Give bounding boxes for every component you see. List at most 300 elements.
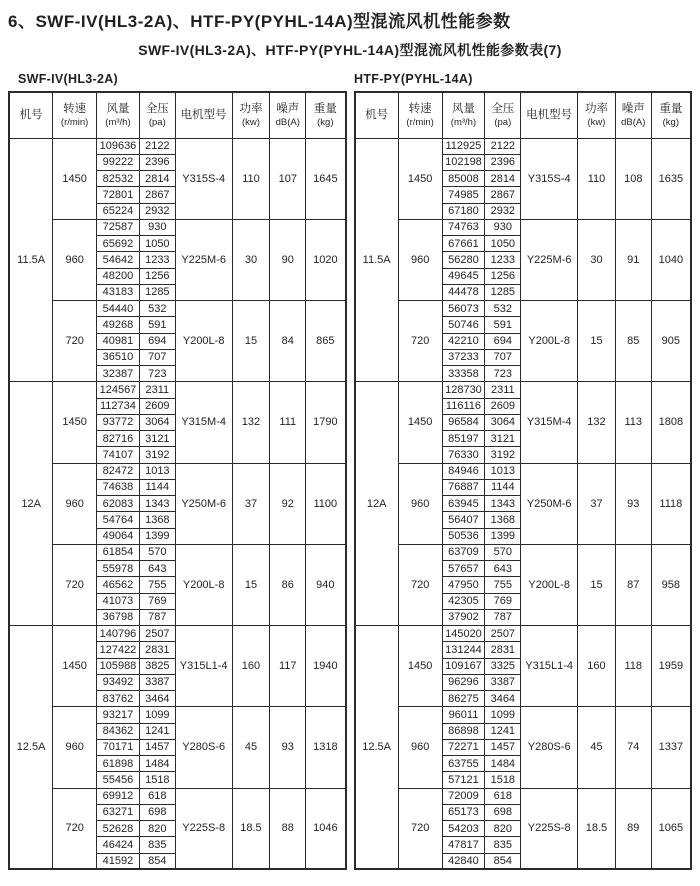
power-cell: 15 — [578, 544, 616, 625]
pressure-cell: 1285 — [485, 284, 521, 300]
weight-cell: 1337 — [651, 707, 691, 788]
pressure-cell: 3825 — [139, 658, 175, 674]
flow-cell: 55456 — [97, 772, 140, 788]
pressure-cell: 769 — [485, 593, 521, 609]
power-cell: 18.5 — [232, 788, 270, 869]
pressure-cell: 1013 — [485, 463, 521, 479]
flow-cell: 52628 — [97, 821, 140, 837]
weight-cell: 865 — [306, 301, 346, 382]
flow-cell: 74107 — [97, 447, 140, 463]
flow-cell: 65692 — [97, 236, 140, 252]
pressure-cell: 930 — [139, 219, 175, 235]
flow-cell: 128730 — [442, 382, 485, 398]
weight-cell: 1046 — [306, 788, 346, 869]
power-cell: 160 — [232, 626, 270, 707]
pressure-cell: 1484 — [139, 756, 175, 772]
pressure-cell: 570 — [485, 544, 521, 560]
power-cell: 15 — [232, 301, 270, 382]
pressure-cell: 3064 — [139, 414, 175, 430]
pressure-cell: 2867 — [485, 187, 521, 203]
weight-cell: 1100 — [306, 463, 346, 544]
col-header-speed: 转速 (r/min) — [53, 92, 97, 138]
table-row — [9, 707, 346, 723]
motor-cell: Y315M-4 — [521, 382, 578, 463]
flow-cell: 50746 — [442, 317, 485, 333]
col-header-flow: 风量 (m³/h) — [442, 92, 485, 138]
flow-cell: 93492 — [97, 674, 140, 690]
motor-cell: Y200L-8 — [521, 301, 578, 382]
pressure-cell: 1241 — [139, 723, 175, 739]
flow-cell: 72009 — [442, 788, 485, 804]
pressure-cell: 2932 — [485, 203, 521, 219]
machine-cell: 11.5A — [355, 138, 399, 382]
weight-cell: 1040 — [651, 219, 691, 300]
flow-cell: 72801 — [97, 187, 140, 203]
page-subtitle: SWF-IV(HL3-2A)、HTF-PY(PYHL-14A)型混流风机性能参数表(7) — [138, 42, 562, 58]
power-cell: 30 — [578, 219, 616, 300]
flow-cell: 42840 — [442, 853, 485, 869]
power-cell: 45 — [232, 707, 270, 788]
col-header-motor: 电机型号 — [521, 92, 578, 138]
pressure-cell: 618 — [485, 788, 521, 804]
flow-cell: 46562 — [97, 577, 140, 593]
speed-cell: 960 — [53, 463, 97, 544]
motor-cell: Y250M-6 — [521, 463, 578, 544]
speed-cell: 720 — [53, 301, 97, 382]
noise-cell: 87 — [615, 544, 651, 625]
flow-cell: 42305 — [442, 593, 485, 609]
noise-cell: 89 — [615, 788, 651, 869]
flow-cell: 85197 — [442, 431, 485, 447]
document-page — [0, 7, 700, 870]
speed-cell: 1450 — [398, 626, 442, 707]
flow-cell: 54764 — [97, 512, 140, 528]
pressure-cell: 3192 — [139, 447, 175, 463]
pressure-cell: 2311 — [139, 382, 175, 398]
table-row — [355, 788, 692, 804]
pressure-cell: 820 — [485, 821, 521, 837]
motor-cell: Y280S-6 — [175, 707, 232, 788]
pressure-cell: 3387 — [139, 674, 175, 690]
flow-cell: 145020 — [442, 626, 485, 642]
pressure-cell: 707 — [485, 349, 521, 365]
weight-cell: 1959 — [651, 626, 691, 707]
machine-cell: 12.5A — [9, 626, 53, 870]
flow-cell: 109167 — [442, 658, 485, 674]
pressure-cell: 1484 — [485, 756, 521, 772]
speed-cell: 1450 — [398, 138, 442, 219]
noise-cell: 84 — [270, 301, 306, 382]
flow-cell: 140796 — [97, 626, 140, 642]
noise-cell: 107 — [270, 138, 306, 219]
pressure-cell: 2831 — [485, 642, 521, 658]
weight-cell: 1635 — [651, 138, 691, 219]
flow-cell: 54642 — [97, 252, 140, 268]
table-row — [355, 219, 692, 235]
machine-cell: 12A — [9, 382, 53, 626]
flow-cell: 55978 — [97, 561, 140, 577]
pressure-cell: 854 — [485, 853, 521, 869]
table-row — [9, 219, 346, 235]
pressure-cell: 820 — [139, 821, 175, 837]
weight-cell: 1645 — [306, 138, 346, 219]
weight-cell: 1020 — [306, 219, 346, 300]
left-performance-table — [8, 91, 347, 870]
flow-cell: 72271 — [442, 739, 485, 755]
pressure-cell: 835 — [139, 837, 175, 853]
power-cell: 18.5 — [578, 788, 616, 869]
col-header-weight: 重量 (kg) — [651, 92, 691, 138]
motor-cell: Y200L-8 — [521, 544, 578, 625]
flow-cell: 49268 — [97, 317, 140, 333]
speed-cell: 1450 — [398, 382, 442, 463]
flow-cell: 63755 — [442, 756, 485, 772]
pressure-cell: 769 — [139, 593, 175, 609]
motor-cell: Y200L-8 — [175, 301, 232, 382]
flow-cell: 102198 — [442, 154, 485, 170]
right-performance-table — [354, 91, 693, 870]
pressure-cell: 532 — [485, 301, 521, 317]
flow-cell: 86275 — [442, 691, 485, 707]
pressure-cell: 3064 — [485, 414, 521, 430]
flow-cell: 99222 — [97, 154, 140, 170]
pressure-cell: 2122 — [485, 138, 521, 154]
power-cell: 110 — [232, 138, 270, 219]
pressure-cell: 1233 — [139, 252, 175, 268]
col-header-pressure: 全压 (pa) — [139, 92, 175, 138]
pressure-cell: 3121 — [485, 431, 521, 447]
flow-cell: 56073 — [442, 301, 485, 317]
speed-cell: 1450 — [53, 626, 97, 707]
pressure-cell: 618 — [139, 788, 175, 804]
flow-cell: 56280 — [442, 252, 485, 268]
flow-cell: 41073 — [97, 593, 140, 609]
noise-cell: 74 — [615, 707, 651, 788]
flow-cell: 50536 — [442, 528, 485, 544]
left-table-label: SWF-IV(HL3-2A) — [18, 72, 119, 86]
pressure-cell: 591 — [485, 317, 521, 333]
flow-cell: 67661 — [442, 236, 485, 252]
pressure-cell: 570 — [139, 544, 175, 560]
pressure-cell: 723 — [485, 366, 521, 382]
flow-cell: 36798 — [97, 609, 140, 625]
pressure-cell: 1144 — [485, 479, 521, 495]
pressure-cell: 3192 — [485, 447, 521, 463]
flow-cell: 65224 — [97, 203, 140, 219]
flow-cell: 36510 — [97, 349, 140, 365]
pressure-cell: 1518 — [139, 772, 175, 788]
motor-cell: Y200L-8 — [175, 544, 232, 625]
flow-cell: 85008 — [442, 171, 485, 187]
pressure-cell: 1368 — [485, 512, 521, 528]
speed-cell: 960 — [53, 707, 97, 788]
col-header-motor: 电机型号 — [175, 92, 232, 138]
flow-cell: 63945 — [442, 496, 485, 512]
speed-cell: 1450 — [53, 138, 97, 219]
pressure-cell: 2609 — [485, 398, 521, 414]
flow-cell: 84946 — [442, 463, 485, 479]
pressure-cell: 643 — [485, 561, 521, 577]
table-row — [355, 544, 692, 560]
pressure-cell: 2831 — [139, 642, 175, 658]
flow-cell: 82532 — [97, 171, 140, 187]
flow-cell: 105988 — [97, 658, 140, 674]
flow-cell: 48200 — [97, 268, 140, 284]
tables-container — [0, 91, 700, 870]
pressure-cell: 755 — [485, 577, 521, 593]
motor-cell: Y225M-6 — [521, 219, 578, 300]
flow-cell: 93772 — [97, 414, 140, 430]
speed-cell: 960 — [53, 219, 97, 300]
noise-cell: 108 — [615, 138, 651, 219]
weight-cell: 1940 — [306, 626, 346, 707]
speed-cell: 1450 — [53, 382, 97, 463]
flow-cell: 86898 — [442, 723, 485, 739]
pressure-cell: 2814 — [485, 171, 521, 187]
pressure-cell: 1343 — [139, 496, 175, 512]
flow-cell: 69912 — [97, 788, 140, 804]
pressure-cell: 2932 — [139, 203, 175, 219]
noise-cell: 91 — [615, 219, 651, 300]
pressure-cell: 1099 — [485, 707, 521, 723]
flow-cell: 40981 — [97, 333, 140, 349]
pressure-cell: 591 — [139, 317, 175, 333]
flow-cell: 54203 — [442, 821, 485, 837]
pressure-cell: 930 — [485, 219, 521, 235]
power-cell: 37 — [578, 463, 616, 544]
weight-cell: 958 — [651, 544, 691, 625]
pressure-cell: 2396 — [139, 154, 175, 170]
flow-cell: 131244 — [442, 642, 485, 658]
weight-cell: 1808 — [651, 382, 691, 463]
table-row — [355, 138, 692, 154]
pressure-cell: 707 — [139, 349, 175, 365]
flow-cell: 72587 — [97, 219, 140, 235]
pressure-cell: 854 — [139, 853, 175, 869]
pressure-cell: 698 — [139, 804, 175, 820]
speed-cell: 960 — [398, 219, 442, 300]
motor-cell: Y280S-6 — [521, 707, 578, 788]
flow-cell: 65173 — [442, 804, 485, 820]
speed-cell: 720 — [398, 788, 442, 869]
speed-cell: 720 — [398, 544, 442, 625]
pressure-cell: 2507 — [485, 626, 521, 642]
pressure-cell: 2396 — [485, 154, 521, 170]
motor-cell: Y315M-4 — [175, 382, 232, 463]
flow-cell: 82716 — [97, 431, 140, 447]
pressure-cell: 787 — [139, 609, 175, 625]
pressure-cell: 1457 — [139, 739, 175, 755]
noise-cell: 93 — [615, 463, 651, 544]
noise-cell: 113 — [615, 382, 651, 463]
flow-cell: 124567 — [97, 382, 140, 398]
noise-cell: 85 — [615, 301, 651, 382]
pressure-cell: 3325 — [485, 658, 521, 674]
flow-cell: 61898 — [97, 756, 140, 772]
motor-cell: Y225S-8 — [521, 788, 578, 869]
flow-cell: 46424 — [97, 837, 140, 853]
flow-cell: 47817 — [442, 837, 485, 853]
power-cell: 45 — [578, 707, 616, 788]
flow-cell: 42210 — [442, 333, 485, 349]
flow-cell: 84362 — [97, 723, 140, 739]
weight-cell: 1065 — [651, 788, 691, 869]
pressure-cell: 1285 — [139, 284, 175, 300]
flow-cell: 37902 — [442, 609, 485, 625]
table-labels — [8, 72, 692, 86]
flow-cell: 96296 — [442, 674, 485, 690]
col-header-machine: 机号 — [9, 92, 53, 138]
motor-cell: Y225S-8 — [175, 788, 232, 869]
pressure-cell: 2867 — [139, 187, 175, 203]
pressure-cell: 1368 — [139, 512, 175, 528]
machine-cell: 12.5A — [355, 626, 399, 870]
pressure-cell: 1256 — [485, 268, 521, 284]
flow-cell: 76887 — [442, 479, 485, 495]
flow-cell: 96584 — [442, 414, 485, 430]
pressure-cell: 1256 — [139, 268, 175, 284]
table-row — [9, 788, 346, 804]
weight-cell: 940 — [306, 544, 346, 625]
flow-cell: 116116 — [442, 398, 485, 414]
flow-cell: 43183 — [97, 284, 140, 300]
motor-cell: Y250M-6 — [175, 463, 232, 544]
flow-cell: 32387 — [97, 366, 140, 382]
flow-cell: 49645 — [442, 268, 485, 284]
pressure-cell: 694 — [485, 333, 521, 349]
pressure-cell: 1399 — [485, 528, 521, 544]
power-cell: 110 — [578, 138, 616, 219]
flow-cell: 62083 — [97, 496, 140, 512]
motor-cell: Y315S-4 — [175, 138, 232, 219]
power-cell: 132 — [232, 382, 270, 463]
pressure-cell: 698 — [485, 804, 521, 820]
flow-cell: 49064 — [97, 528, 140, 544]
noise-cell: 90 — [270, 219, 306, 300]
flow-cell: 112734 — [97, 398, 140, 414]
col-header-noise: 噪声 dB(A) — [615, 92, 651, 138]
machine-cell: 11.5A — [9, 138, 53, 382]
weight-cell: 905 — [651, 301, 691, 382]
pressure-cell: 532 — [139, 301, 175, 317]
pressure-cell: 1399 — [139, 528, 175, 544]
power-cell: 132 — [578, 382, 616, 463]
pressure-cell: 1233 — [485, 252, 521, 268]
flow-cell: 109636 — [97, 138, 140, 154]
pressure-cell: 3121 — [139, 431, 175, 447]
table-row — [9, 626, 346, 642]
flow-cell: 63709 — [442, 544, 485, 560]
pressure-cell: 694 — [139, 333, 175, 349]
pressure-cell: 2507 — [139, 626, 175, 642]
power-cell: 37 — [232, 463, 270, 544]
motor-cell: Y315S-4 — [521, 138, 578, 219]
table-row — [9, 463, 346, 479]
pressure-cell: 3464 — [139, 691, 175, 707]
flow-cell: 74763 — [442, 219, 485, 235]
pressure-cell: 1241 — [485, 723, 521, 739]
table-row — [9, 382, 346, 398]
table-row — [355, 707, 692, 723]
noise-cell: 117 — [270, 626, 306, 707]
pressure-cell: 2609 — [139, 398, 175, 414]
pressure-cell: 2814 — [139, 171, 175, 187]
flow-cell: 76330 — [442, 447, 485, 463]
col-header-machine: 机号 — [355, 92, 399, 138]
flow-cell: 74638 — [97, 479, 140, 495]
right-table-label: HTF-PY(PYHL-14A) — [354, 72, 473, 86]
pressure-cell: 1457 — [485, 739, 521, 755]
power-cell: 15 — [232, 544, 270, 625]
col-header-power: 功率 (kw) — [578, 92, 616, 138]
noise-cell: 93 — [270, 707, 306, 788]
noise-cell: 88 — [270, 788, 306, 869]
pressure-cell: 1099 — [139, 707, 175, 723]
pressure-cell: 787 — [485, 609, 521, 625]
power-cell: 30 — [232, 219, 270, 300]
table-row — [355, 301, 692, 317]
pressure-cell: 1144 — [139, 479, 175, 495]
flow-cell: 127422 — [97, 642, 140, 658]
flow-cell: 57121 — [442, 772, 485, 788]
flow-cell: 67180 — [442, 203, 485, 219]
noise-cell: 86 — [270, 544, 306, 625]
flow-cell: 44478 — [442, 284, 485, 300]
speed-cell: 720 — [398, 301, 442, 382]
table-row — [355, 626, 692, 642]
flow-cell: 74985 — [442, 187, 485, 203]
noise-cell: 111 — [270, 382, 306, 463]
pressure-cell: 1343 — [485, 496, 521, 512]
header-row — [9, 92, 346, 138]
speed-cell: 960 — [398, 463, 442, 544]
table-row — [9, 301, 346, 317]
flow-cell: 56407 — [442, 512, 485, 528]
pressure-cell: 643 — [139, 561, 175, 577]
table-row — [9, 138, 346, 154]
flow-cell: 37233 — [442, 349, 485, 365]
pressure-cell: 755 — [139, 577, 175, 593]
pressure-cell: 1050 — [139, 236, 175, 252]
pressure-cell: 3387 — [485, 674, 521, 690]
col-header-noise: 噪声 dB(A) — [270, 92, 306, 138]
flow-cell: 93217 — [97, 707, 140, 723]
weight-cell: 1118 — [651, 463, 691, 544]
pressure-cell: 1013 — [139, 463, 175, 479]
pressure-cell: 1050 — [485, 236, 521, 252]
flow-cell: 61854 — [97, 544, 140, 560]
flow-cell: 96011 — [442, 707, 485, 723]
flow-cell: 83762 — [97, 691, 140, 707]
weight-cell: 1318 — [306, 707, 346, 788]
pressure-cell: 2311 — [485, 382, 521, 398]
speed-cell: 960 — [398, 707, 442, 788]
table-row — [9, 544, 346, 560]
motor-cell: Y225M-6 — [175, 219, 232, 300]
pressure-cell: 1518 — [485, 772, 521, 788]
col-header-weight: 重量 (kg) — [306, 92, 346, 138]
header-row — [355, 92, 692, 138]
pressure-cell: 2122 — [139, 138, 175, 154]
flow-cell: 57657 — [442, 561, 485, 577]
motor-cell: Y315L1-4 — [175, 626, 232, 707]
pressure-cell: 723 — [139, 366, 175, 382]
flow-cell: 47950 — [442, 577, 485, 593]
flow-cell: 33358 — [442, 366, 485, 382]
noise-cell: 92 — [270, 463, 306, 544]
flow-cell: 82472 — [97, 463, 140, 479]
flow-cell: 41592 — [97, 853, 140, 869]
